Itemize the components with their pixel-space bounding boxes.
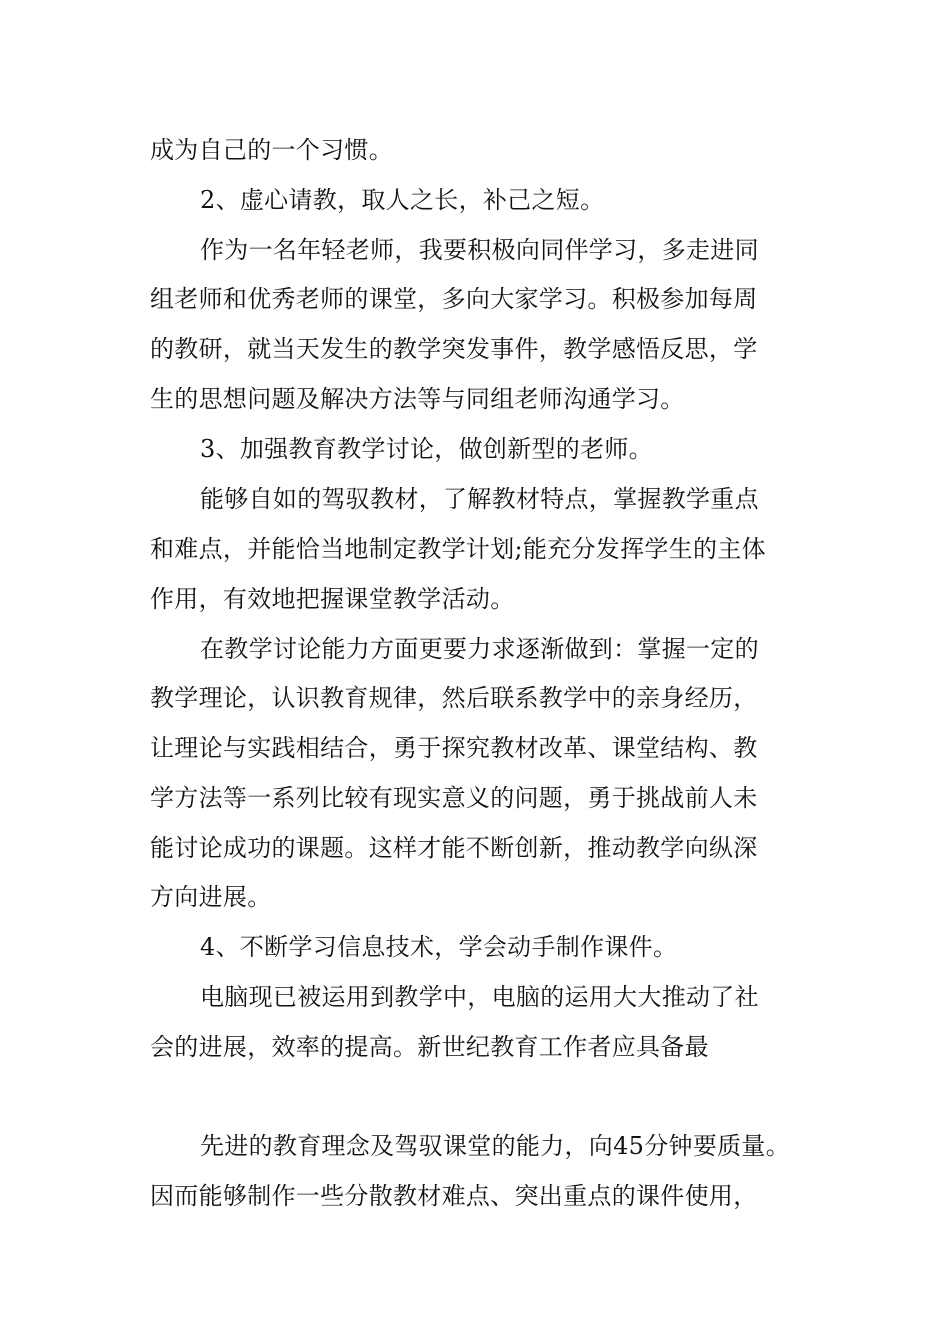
- text-line: 生的思想问题及解决方法等与同组老师沟通学习。: [150, 385, 685, 413]
- text-line: 能够自如的驾驭教材，了解教材特点，掌握教学重点: [200, 485, 759, 513]
- text-line: 因而能够制作一些分散教材难点、突出重点的课件使用，: [150, 1182, 758, 1210]
- text-line: 3、加强教育教学讨论，做创新型的老师。: [200, 435, 653, 463]
- text-line: 在教学讨论能力方面更要力求逐渐做到：掌握一定的: [200, 635, 759, 663]
- text-line: 教学理论，认识教育规律，然后联系教学中的亲身经历，: [150, 684, 758, 712]
- text-line: 作为一名年轻老师，我要积极向同伴学习，多走进同: [200, 236, 759, 264]
- text-line: 能讨论成功的课题。这样才能不断创新，推动教学向纵深: [150, 834, 758, 862]
- text-line: 组老师和优秀老师的课堂，多向大家学习。积极参加每周: [150, 285, 758, 313]
- text-line: 方向进展。: [150, 883, 272, 911]
- text-line: 2、虚心请教，取人之长，补己之短。: [200, 186, 605, 214]
- text-line: 会的进展，效率的提高。新世纪教育工作者应具备最: [150, 1033, 709, 1061]
- text-line: 和难点，并能恰当地制定教学计划;能充分发挥学生的主体: [150, 535, 766, 563]
- text-line: 让理论与实践相结合，勇于探究教材改革、课堂结构、教: [150, 734, 758, 762]
- text-line: 电脑现已被运用到教学中，电脑的运用大大推动了社: [200, 983, 759, 1011]
- text-line: 学方法等一系列比较有现实意义的问题，勇于挑战前人未: [150, 784, 758, 812]
- text-line: 成为自己的一个习惯。: [150, 136, 393, 164]
- text-line: 先进的教育理念及驾驭课堂的能力，向45分钟要质量。: [200, 1132, 791, 1160]
- text-line: 作用，有效地把握课堂教学活动。: [150, 585, 515, 613]
- text-line: 4、不断学习信息技术，学会动手制作课件。: [200, 933, 678, 961]
- text-line: 的教研，就当天发生的教学突发事件，教学感悟反思，学: [150, 335, 758, 363]
